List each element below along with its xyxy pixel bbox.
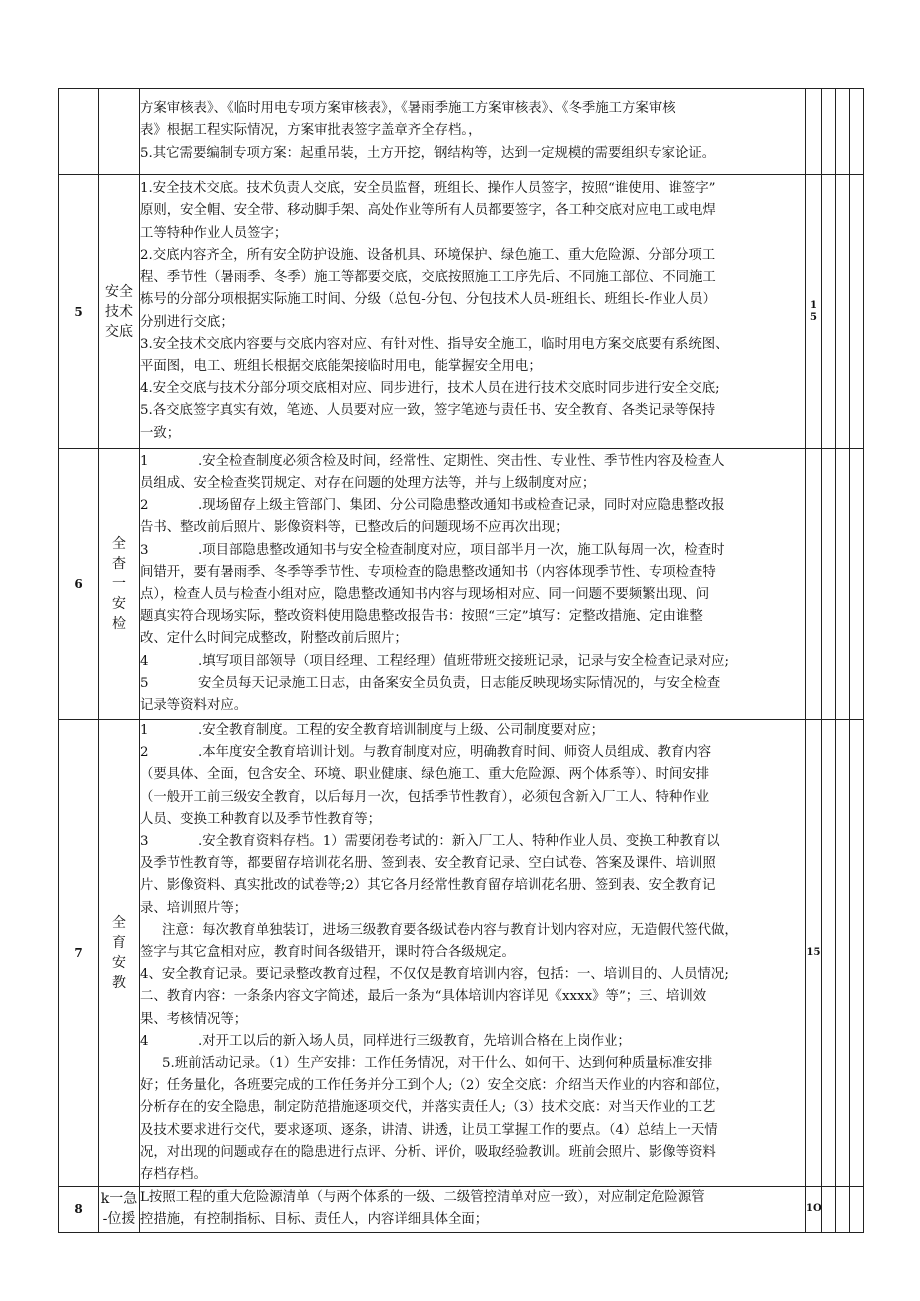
table-row: [59, 89, 864, 175]
content-line: 2.交底内容齐全，所有安全防护设施、设备机具、环境保护、绿色施工、重大危险源、分部分项工: [140, 247, 716, 263]
content-line: L按照工程的重大危险源清单（与两个体系的一级、二级管控清单对应一致），对应制定危险源管: [140, 1190, 705, 1206]
content-line: 存档存档。: [140, 1167, 207, 1183]
row-number: [59, 89, 99, 175]
content-line: 1.安全技术交底。技术负责人交底，安全员监督，班组长、操作人员签字，按照“谁使用、谁签字”: [140, 181, 716, 197]
deduction-cell: [822, 175, 836, 449]
content-line: [140, 540, 805, 562]
item-name-part: 一: [112, 576, 126, 592]
actual-score-cell: [836, 175, 850, 449]
content-line: 二、教育内容：一条条内容文字简述，最后一条为“具体培训内容详见《xxxx》等”；三、培训效: [140, 989, 707, 1005]
content-line: 表》根据工程实际情况，方案审批表签字盖章齐全存档。，: [140, 123, 482, 139]
clause-number: 4: [140, 653, 149, 669]
content-line: 控措施，有控制指标、目标、责任人，内容详细具体全面；: [140, 1212, 489, 1228]
row-item-name: [99, 449, 140, 720]
clause-text: .项目部隐患整改通知书与安全检查制度对应，项目部半月一次，施工队每周一次，检查时: [198, 542, 725, 558]
clause-number: 4: [140, 1033, 149, 1049]
clause-number: 2: [140, 498, 149, 514]
content-line: [140, 742, 805, 764]
clause-text: .对开工以后的新入场人员，同样进行三级教育，先培训合格在上岗作业；: [198, 1033, 631, 1049]
actual-score-cell: [836, 720, 850, 1187]
content-line: 5.其它需要编制专项方案：起重吊装，土方开挖，钢结构等，达到一定规模的需要组织专家论证。: [140, 145, 716, 161]
clause-text: .安全教育资料存档。1）需要闭卷考试的：新入厂工人、特种作业人员、变换工种教育以: [198, 834, 720, 850]
item-name-part: k一急: [100, 1191, 138, 1208]
table-row: [59, 449, 864, 720]
item-name-part: 检: [112, 616, 126, 632]
requirement-content: [140, 1187, 806, 1232]
content-line: 程、季节性（暑雨季、冬季）施工等都要交底，交底按照施工工序先后、不同施工部位、不同施工: [140, 270, 716, 286]
content-line: （一般开工前三级安全教育，以后每月一次，包括季节性教育），必须包含新入厂工人、特种作业: [140, 789, 710, 805]
item-name-part: 安: [112, 955, 126, 972]
content-line: 及季节性教育等，都要留存培训花名册、签到表、安全教育记录、空白试卷、答案及课件、培训照: [140, 856, 716, 872]
content-line: 录、培训照片等；: [140, 900, 248, 916]
clause-number: 1: [140, 723, 149, 738]
actual-score-cell: [836, 449, 850, 720]
clause-text: .现场留存上级主管部门、集团、分公司隐患整改通知书或检查记录，同时对应隐患整改报: [198, 498, 725, 514]
content-line: 及技术要求进行交代，要求逐项、逐条，讲清、讲透，让员工掌握工作的要点。（4）总结上一天情: [140, 1122, 718, 1138]
row-item-name: [99, 720, 140, 1187]
row-item-name: [99, 89, 140, 175]
clause-text: .填写项目部领导（项目经理、工程经理）值班带班交接班记录，记录与安全检查记录对应;: [198, 653, 729, 669]
requirement-content: [140, 449, 806, 720]
content-line: 4.安全交底与技术分部分项交底相对应、同步进行，技术人员在进行技术交底时同步进行安全交底;: [140, 381, 720, 397]
remark-cell: [850, 449, 864, 720]
row-item-name: [99, 1187, 140, 1232]
remark-cell: [850, 89, 864, 175]
table-row: [59, 1187, 864, 1232]
item-name-part: 全: [112, 536, 126, 552]
actual-score-cell: [836, 1187, 850, 1232]
requirement-content: [140, 720, 806, 1187]
inspection-table: [58, 88, 864, 1233]
clause-text: .安全教育制度。工程的安全教育培训制度与上级、公司制度要对应；: [198, 723, 604, 738]
row-number: 6: [59, 449, 99, 720]
row-number: 8: [59, 1187, 99, 1232]
item-name-part: 教: [112, 975, 126, 992]
content-line: 果、考核情况等；: [140, 1011, 248, 1027]
deduction-cell: [822, 1187, 836, 1232]
content-line: 栋号的分部分项根据实际施工时间、分级（总包-分包、分包技术人员-班组长、班组长-作业人员）: [140, 292, 716, 308]
content-line: 好；任务量化，各班要完成的工作任务并分工到个人;（2）安全交底：介绍当天作业的内容和部位，: [140, 1078, 729, 1094]
score-value: [806, 89, 822, 175]
content-line: [140, 1031, 805, 1053]
score-digit: 5: [810, 311, 817, 323]
content-line: 签字与其它盒相对应，教育时间各级错开，课时符合各级规定。: [140, 945, 515, 961]
clause-text: .本年度安全教育培训计划。与教育制度对应，明确教育时间、师资人员组成、教育内容: [198, 745, 712, 761]
deduction-cell: [822, 89, 836, 175]
content-line: 原则，安全帽、安全带、移动脚手架、高处作业等所有人员都要签字，各工种交底对应电工或电焊: [140, 203, 716, 219]
content-line: 题真实符合现场实际，整改资料使用隐患整改报告书：按照“三定”填写：定整改措施、定由谁整: [140, 609, 703, 625]
row-number: 5: [59, 175, 99, 449]
content-line: 分析存在的安全隐患，制定防范措施逐项交代，并落实责任人;（3）技术交底：对当天作业的工艺: [140, 1100, 716, 1116]
item-name-part: 交底: [105, 323, 133, 340]
content-line: 片、影像资料、真实批改的试卷等;2）其它各月经常性教育留存培训花名册、签到表、安全教育记: [140, 878, 716, 894]
clause-number: 3: [140, 542, 149, 558]
content-line: [140, 495, 805, 517]
table-row: [59, 175, 864, 449]
clause-number: 2: [140, 745, 149, 761]
item-name-part: 安: [112, 596, 126, 612]
score-value: [806, 175, 822, 449]
table-body: [59, 89, 864, 1233]
content-line: [140, 651, 805, 673]
content-line: 间错开，要有暑雨季、冬季等季节性、专项检查的隐患整改通知书（内容体现季节性、专项检查特: [140, 564, 716, 580]
content-line: [140, 451, 805, 473]
table-row: [59, 720, 864, 1187]
content-line: [140, 673, 805, 695]
clause-number: 3: [140, 834, 149, 850]
item-name-part: -位援: [102, 1211, 136, 1228]
requirement-content: [140, 89, 806, 175]
score-value: [806, 449, 822, 720]
content-line: 5.班前活动记录。（1）生产安排：工作任务情况，对干什么、如何干、达到何种质量标准安排: [162, 1056, 713, 1072]
content-line: [140, 720, 805, 742]
clause-text: 安全员每天记录施工日志，由备案安全员负责，日志能反映现场实际情况的，与安全检查: [198, 675, 721, 691]
deduction-cell: [822, 720, 836, 1187]
content-line: 4、安全教育记录。要记录整改教育过程，不仅仅是教育培训内容，包括：一、培训目的、人员情况;: [140, 967, 729, 983]
actual-score-cell: [836, 89, 850, 175]
content-line: 方案审核表》、《临时用电专项方案审核表》，《暑雨季施工方案审核表》、《冬季施工方案审核: [140, 101, 676, 117]
score-digit: 1: [810, 299, 817, 311]
score-value: 1O: [806, 1187, 822, 1232]
content-line: 平面图，电工、班组长根据交底能架接临时用电，能掌握安全用电；: [140, 358, 542, 374]
clause-number: 1: [140, 453, 149, 469]
content-line: 告书、整改前后照片、影像资料等，已整改后的问题现场不应再次出现；: [140, 520, 569, 536]
remark-cell: [850, 720, 864, 1187]
item-name-part: 育: [112, 935, 126, 952]
content-line: 注意：每次教育单独装订，进场三级教育要各级试卷内容与教育计划内容对应，无造假代签代做，: [162, 922, 738, 938]
clause-number: 5: [140, 675, 149, 691]
content-line: 工等特种作业人员签字；: [140, 225, 288, 241]
content-line: 况，对出现的问题或存在的隐患进行点评、分析、评价，吸取经验教训。班前会照片、影像等资料: [140, 1144, 716, 1160]
row-number: 7: [59, 720, 99, 1187]
item-name-part: 杳: [112, 556, 126, 572]
item-name-part: 安全: [105, 283, 133, 300]
remark-cell: [850, 175, 864, 449]
remark-cell: [850, 1187, 864, 1232]
content-line: [140, 831, 805, 853]
content-line: 分别进行交底；: [140, 314, 234, 330]
score-value: 15: [806, 720, 822, 1187]
content-line: 人员、变换工种教育以及季节性教育等；: [140, 811, 382, 827]
content-line: 5.各交底签字真实有效，笔迹、人员要对应一致，签字笔迹与责任书、安全教育、各类记录等保持: [140, 403, 716, 419]
row-item-name: [99, 175, 140, 449]
content-line: 员组成、安全检查奖罚规定、对存在问题的处理方法等，并与上级制度对应；: [140, 475, 596, 491]
content-line: 3.安全技术交底内容要与交底内容对应、有针对性、指导安全施工，临时用电方案交底要有系统图、: [140, 336, 729, 352]
item-name-part: 技术: [105, 303, 133, 320]
content-line: 记录等资料对应。: [140, 698, 248, 714]
content-line: （要具体、全面，包含安全、环境、职业健康、绿色施工、重大危险源、两个体系等）、时间安排: [140, 767, 710, 783]
content-line: 改、定什么时间完成整改，附整改前后照片；: [140, 631, 408, 647]
requirement-content: [140, 175, 806, 449]
deduction-cell: [822, 449, 836, 720]
content-line: 一致；: [140, 425, 181, 441]
item-name-part: 全: [112, 915, 126, 932]
content-line: 点），检查人员与检查小组对应，隐患整改通知书内容与现场相对应、同一问题不要频繁出现、问: [140, 587, 710, 602]
clause-text: .安全检查制度必须含检及时间，经常性、定期性、突击性、专业性、季节性内容及检查人: [198, 453, 725, 469]
